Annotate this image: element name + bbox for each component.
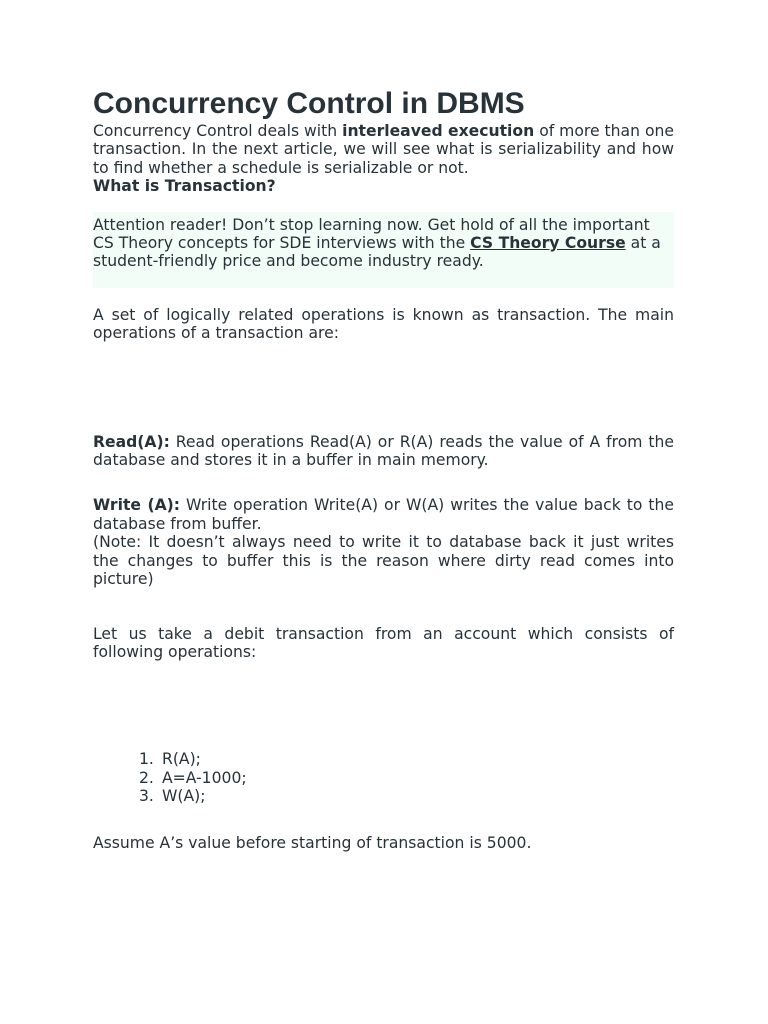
list-item-number: 3. <box>139 787 154 806</box>
cs-theory-course-link[interactable]: CS Theory Course <box>470 234 626 253</box>
intro-paragraph <box>93 122 674 177</box>
promo-callout <box>93 212 674 288</box>
list-item <box>139 769 674 787</box>
list-item <box>139 787 674 805</box>
write-operation-note: (Note: It doesn’t always need to write it to database back it just writes the changes to buffer this is the reason where dirty read comes into picture) <box>93 533 674 589</box>
read-operation-label: Read(A): <box>93 432 170 451</box>
article <box>93 86 674 852</box>
intro-text-end: of more than one transaction. In the next article, we will see what is serializability and how to find whether a schedule is serializable or not. <box>93 122 674 177</box>
list-item-text: R(A); <box>162 750 201 769</box>
debit-transaction-intro: Let us take a debit transaction from an account which consists of following operations: <box>93 624 674 661</box>
list-item-text: A=A-1000; <box>162 768 247 787</box>
write-operation-paragraph <box>93 496 674 533</box>
page-title: Concurrency Control in DBMS <box>93 87 525 120</box>
list-item-number: 1. <box>139 750 154 769</box>
write-operation-text: Write operation Write(A) or W(A) writes the value back to the database from buffer. <box>93 496 674 533</box>
read-operation-text: Read operations Read(A) or R(A) reads the value of A from the database and stores it in a buffer in main memory. <box>93 432 674 470</box>
callout-text-end: at a student-friendly price and become industry ready. <box>93 234 661 271</box>
assumption-paragraph: Assume A’s value before starting of transaction is 5000. <box>93 833 532 852</box>
write-operation-label: Write (A): <box>93 496 181 515</box>
list-item <box>139 750 674 768</box>
list-item-number: 2. <box>139 768 154 787</box>
list-item-text: W(A); <box>162 787 206 806</box>
intro-text-start: Concurrency Control deals with <box>93 122 343 140</box>
callout-text-start: Attention reader! Don’t stop learning now. Get hold of all the important CS Theory concepts for SDE interviews with the <box>93 215 650 253</box>
intro-bold-term: interleaved execution <box>342 122 535 140</box>
section-heading-transaction: What is Transaction? <box>93 177 276 196</box>
transaction-definition: A set of logically related operations is known as transaction. The main operations of a transaction are: <box>93 305 674 343</box>
operations-list <box>93 750 674 805</box>
read-operation-paragraph <box>93 433 674 470</box>
